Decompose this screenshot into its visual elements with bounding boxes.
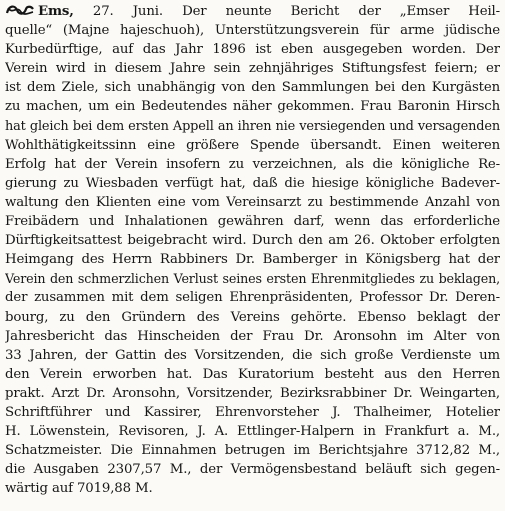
article-line bbox=[5, 2, 500, 21]
article-line: ist dem Ziele, sich unabhängig von den Sammlungen bei den Kurgästen bbox=[5, 80, 500, 96]
article-line: zu machen, um ein Bedeutendes näher gekommen. Frau Baronin Hirsch bbox=[5, 99, 500, 115]
article-line: die Ausgaben 2307,57 M., der Vermögensbestand beläuft sich gegen- bbox=[5, 462, 500, 478]
article-line: Heimgang des Herrn Rabbiners Dr. Bamberger in Königsberg hat der bbox=[5, 252, 500, 268]
section-ornament-icon bbox=[5, 4, 35, 16]
article-line: gierung zu Wiesbaden verfügt hat, daß die hiesige königliche Badever- bbox=[5, 175, 500, 191]
article-line: den Verein erworben hat. Das Kuratorium besteht aus den Herren bbox=[5, 366, 500, 382]
article-line-text: 27. Juni. Der neunte Bericht der „Emser Heil- bbox=[92, 4, 500, 19]
article-line: Kurbedürftige, auf das Jahr 1896 ist eben ausgegeben worden. Der bbox=[5, 42, 500, 58]
article-line: Jahresbericht das Hinscheiden der Frau Dr. Aronsohn im Alter von bbox=[5, 328, 500, 344]
article-line: Schriftführer und Kassirer, Ehrenvorsteher J. Thalheimer, Hotelier bbox=[5, 404, 500, 420]
article-line: hat gleich bei dem ersten Appell an ihren nie versiegenden und versagenden bbox=[5, 118, 500, 134]
article-line: Erfolg hat der Verein insofern zu verzeichnen, als die königliche Re- bbox=[5, 156, 500, 172]
article-line: bourg, zu den Gründern des Vereins gehörte. Ebenso beklagt der bbox=[5, 309, 500, 325]
article-line: Wohlthätigkeitssinn eine größere Spende übersandt. Einen weiteren bbox=[5, 137, 500, 153]
article-line: Verein wird in diesem Jahre sein zehnjähriges Stiftungsfest feiern; er bbox=[5, 61, 500, 77]
article-line: prakt. Arzt Dr. Aronsohn, Vorsitzender, Bezirksrabbiner Dr. Weingarten, bbox=[5, 385, 500, 401]
article-line: waltung den Klienten eine vom Vereinsarzt zu bestimmende Anzahl von bbox=[5, 194, 500, 210]
article-line: H. Löwenstein, Revisoren, J. A. Ettlinger-Halpern in Frankfurt a. M., bbox=[5, 424, 500, 440]
article-line: 33 Jahren, der Gattin des Vorsitzenden, die sich große Verdienste um bbox=[5, 347, 500, 363]
article-line: quelle“ (Majne hajeschuoh), Unterstützungsverein für arme jüdische bbox=[5, 23, 500, 39]
article-line: Verein den schmerzlichen Verlust seines ersten Ehrenmitgliedes zu beklagen, bbox=[5, 271, 500, 287]
article-line: wärtig auf 7019,88 M. bbox=[5, 481, 153, 497]
place-name: Ems, bbox=[38, 4, 74, 19]
article-line: Freibädern und Inhalationen gewähren darf, wenn das erforderliche bbox=[5, 214, 500, 230]
article-line: Schatzmeister. Die Einnahmen betrugen im Berichtsjahre 3712,82 M., bbox=[5, 443, 500, 459]
article-line: der zusammen mit dem seligen Ehrenpräsidenten, Professor Dr. Deren- bbox=[5, 290, 500, 306]
article-line: Dürftigkeitsattest beigebracht wird. Durch den am 26. Oktober erfolgten bbox=[5, 233, 500, 249]
